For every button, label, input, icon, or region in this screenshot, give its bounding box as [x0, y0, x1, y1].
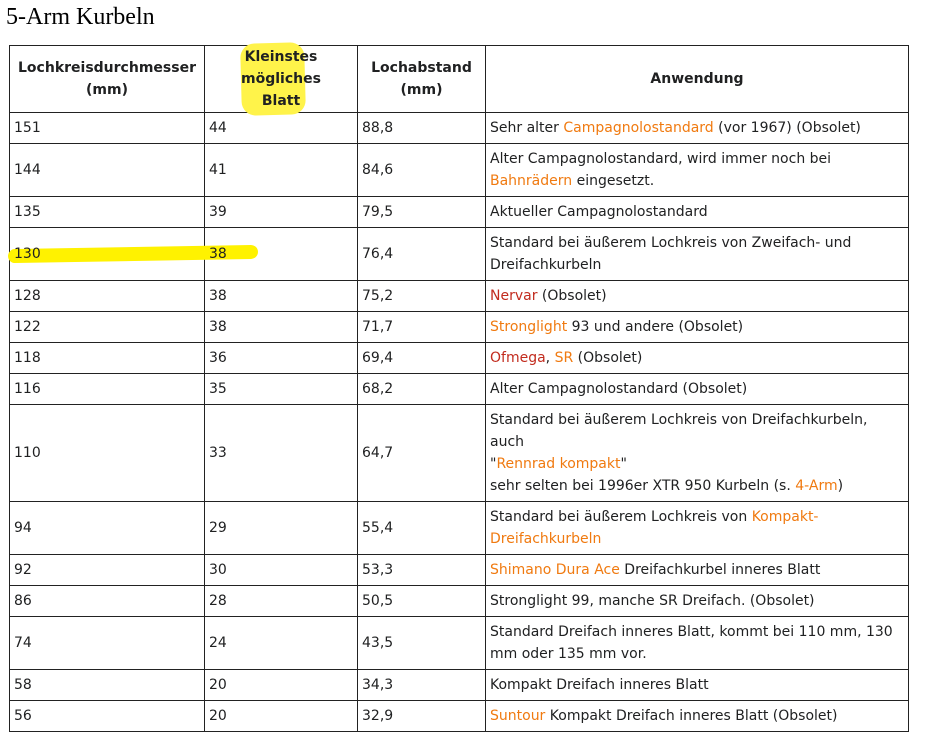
cell-lochabstand: 79,5: [358, 197, 486, 228]
cell-lochkreisdurchmesser: 144: [10, 144, 205, 197]
cell-lochabstand: 75,2: [358, 281, 486, 312]
cell-lochabstand: 76,4: [358, 228, 486, 281]
cell-lochkreisdurchmesser: 74: [10, 617, 205, 670]
cell-lochabstand: 64,7: [358, 405, 486, 502]
highlight-marker: Kleinstes mögliches Blatt: [241, 49, 321, 109]
link-ofmega[interactable]: Ofmega: [490, 350, 546, 366]
cell-lochabstand: 55,4: [358, 502, 486, 555]
cell-lochkreisdurchmesser: 128: [10, 281, 205, 312]
cell-kleinstes-blatt: 33: [205, 405, 358, 502]
cell-lochkreisdurchmesser: 151: [10, 113, 205, 144]
cell-lochkreisdurchmesser: 94: [10, 502, 205, 555]
cell-lochabstand: 69,4: [358, 343, 486, 374]
link-suntour[interactable]: Suntour: [490, 708, 546, 724]
header-lochabstand: Lochabstand (mm): [358, 46, 486, 113]
header-kleinstes-blatt: [205, 46, 358, 113]
table-row: [10, 670, 909, 701]
table-row: [10, 281, 909, 312]
cell-lochkreisdurchmesser: 110: [10, 405, 205, 502]
cell-lochkreisdurchmesser: 118: [10, 343, 205, 374]
cell-lochkreisdurchmesser: 92: [10, 555, 205, 586]
link-campagnolostandard[interactable]: Campagnolostandard: [563, 120, 714, 136]
cell-anwendung: Standard Dreifach inneres Blatt, kommt bei 110 mm, 130 mm oder 135 mm vor.: [486, 617, 909, 670]
cell-kleinstes-blatt: 35: [205, 374, 358, 405]
crank-table: [9, 45, 909, 732]
link-nervar[interactable]: Nervar: [490, 288, 538, 304]
cell-anwendung: Suntour Kompakt Dreifach inneres Blatt (Obsolet): [486, 701, 909, 732]
cell-lochkreisdurchmesser: 58: [10, 670, 205, 701]
link-bahnraedern[interactable]: Bahnrädern: [490, 173, 573, 189]
cell-lochabstand: 84,6: [358, 144, 486, 197]
cell-lochkreisdurchmesser: 135: [10, 197, 205, 228]
cell-anwendung: Nervar (Obsolet): [486, 281, 909, 312]
link-shimano-dura-ace[interactable]: Shimano Dura Ace: [490, 562, 620, 578]
link-rennrad-kompakt[interactable]: Rennrad kompakt: [496, 456, 621, 472]
table-row: [10, 701, 909, 732]
cell-anwendung: Shimano Dura Ace Dreifachkurbel inneres Blatt: [486, 555, 909, 586]
cell-kleinstes-blatt: 38: [205, 312, 358, 343]
table-row: [10, 197, 909, 228]
table-row: [10, 405, 909, 502]
cell-lochabstand: 68,2: [358, 374, 486, 405]
cell-kleinstes-blatt: 29: [205, 502, 358, 555]
cell-kleinstes-blatt: 36: [205, 343, 358, 374]
cell-kleinstes-blatt: 20: [205, 670, 358, 701]
cell-kleinstes-blatt: 41: [205, 144, 358, 197]
cell-lochkreisdurchmesser: 56: [10, 701, 205, 732]
table-row: [10, 586, 909, 617]
table-row: [10, 113, 909, 144]
cell-kleinstes-blatt: 38: [205, 281, 358, 312]
cell-anwendung: Aktueller Campagnolostandard: [486, 197, 909, 228]
table-row: [10, 343, 909, 374]
cell-anwendung: Stronglight 93 und andere (Obsolet): [486, 312, 909, 343]
link-4-arm[interactable]: 4-Arm: [795, 478, 838, 494]
cell-lochabstand: 53,3: [358, 555, 486, 586]
table-row: [10, 374, 909, 405]
table-row-highlighted: [10, 228, 909, 281]
cell-kleinstes-blatt: 39: [205, 197, 358, 228]
cell-anwendung: Standard bei äußerem Lochkreis von Kompakt-Dreifachkurbeln: [486, 502, 909, 555]
link-sr[interactable]: SR: [554, 350, 574, 366]
cell-kleinstes-blatt: 44: [205, 113, 358, 144]
cell-lochkreisdurchmesser: 130: [10, 228, 205, 281]
cell-lochabstand: 34,3: [358, 670, 486, 701]
cell-lochkreisdurchmesser: 116: [10, 374, 205, 405]
cell-anwendung: Sehr alter Campagnolostandard (vor 1967) (Obsolet): [486, 113, 909, 144]
table-row: [10, 502, 909, 555]
table-row: [10, 617, 909, 670]
cell-kleinstes-blatt: 38: [205, 228, 358, 281]
table-row: [10, 312, 909, 343]
cell-lochkreisdurchmesser: 122: [10, 312, 205, 343]
header-anwendung: Anwendung: [486, 46, 909, 113]
table-row: [10, 144, 909, 197]
cell-anwendung: Stronglight 99, manche SR Dreifach. (Obsolet): [486, 586, 909, 617]
table-header-row: [10, 46, 909, 113]
cell-lochkreisdurchmesser: 86: [10, 586, 205, 617]
cell-lochabstand: 50,5: [358, 586, 486, 617]
cell-lochabstand: 71,7: [358, 312, 486, 343]
cell-kleinstes-blatt: 28: [205, 586, 358, 617]
cell-lochabstand: 88,8: [358, 113, 486, 144]
cell-kleinstes-blatt: 20: [205, 701, 358, 732]
cell-kleinstes-blatt: 24: [205, 617, 358, 670]
cell-anwendung: Alter Campagnolostandard, wird immer noch bei Bahnrädern eingesetzt.: [486, 144, 909, 197]
link-kompakt-dreifachkurbeln[interactable]: Kompakt-Dreifachkurbeln: [490, 509, 819, 547]
cell-anwendung: Standard bei äußerem Lochkreis von Zweifach- und Dreifachkurbeln: [486, 228, 909, 281]
cell-anwendung: Alter Campagnolostandard (Obsolet): [486, 374, 909, 405]
cell-anwendung: Ofmega, SR (Obsolet): [486, 343, 909, 374]
page-title: 5-Arm Kurbeln: [6, 4, 155, 30]
cell-lochabstand: 32,9: [358, 701, 486, 732]
header-lochkreisdurchmesser: Lochkreisdurchmesser (mm): [10, 46, 205, 113]
link-stronglight[interactable]: Stronglight: [490, 319, 568, 335]
cell-lochabstand: 43,5: [358, 617, 486, 670]
cell-kleinstes-blatt: 30: [205, 555, 358, 586]
cell-anwendung: Kompakt Dreifach inneres Blatt: [486, 670, 909, 701]
table-row: [10, 555, 909, 586]
cell-anwendung: Standard bei äußerem Lochkreis von Dreifachkurbeln, auch "Rennrad kompakt" sehr selten bei 1996er XTR 950 Kurbeln (s. 4-Arm): [486, 405, 909, 502]
